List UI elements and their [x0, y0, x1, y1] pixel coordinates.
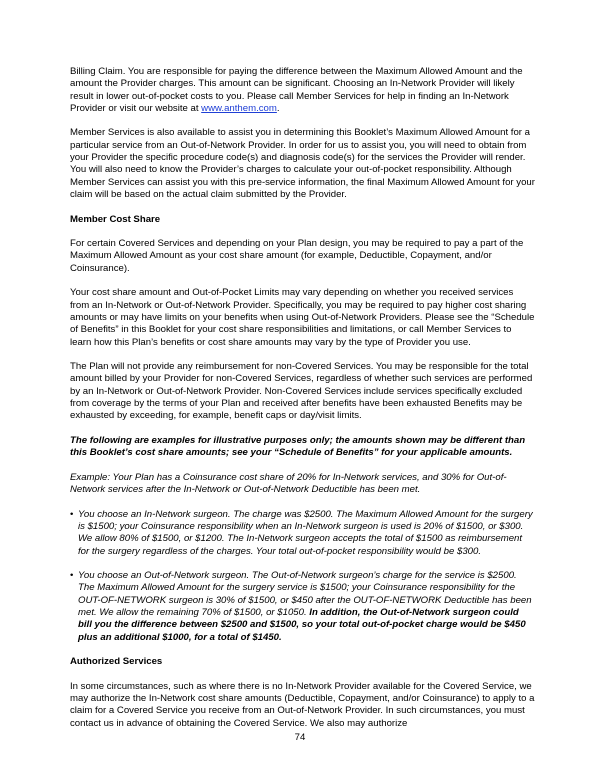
paragraph-cost-share-intro: For certain Covered Services and depending on your Plan design, you may be required to pay a part of the Maximum Allowed Amount as your cost share amount (for example, Deductible, Copayment, and/or Coinsurance).	[70, 238, 524, 274]
anthem-website-link[interactable]: www.anthem.com	[201, 102, 277, 114]
paragraph-example: Example: Your Plan has a Coinsurance cost share of 20% for In-Network services, and 30% for Out-of-Network services after the In-Network or Out-of-Network Deductible has been met.	[70, 471, 507, 496]
document-page	[70, 66, 535, 742]
example-bullet-list	[70, 509, 535, 644]
paragraph-examples-disclaimer: The following are examples for illustrative purposes only; the amounts shown may be different than this Booklet’s cost share amounts; see your “Schedule of Benefits” for your applicable amounts.	[70, 434, 526, 459]
paragraph-billing-claim-end: .	[276, 102, 280, 114]
paragraph-authorized-services: In some circumstances, such as where there is no In-Network Provider available for the Covered Service, we may authorize the In-Network cost share amounts (Deductible, Copayment, and/or Coinsurance) to apply to a claim for a Covered Service you receive from an Out-of-Network Provider. In such circumstances, you must contact us in advance of obtaining the Covered Service. We also may authorize	[70, 680, 535, 729]
paragraph-non-covered: The Plan will not provide any reimbursement for non-Covered Services. You may be responsible for the total amount billed by your Provider for non-Covered Services, regardless of whether such services are performed by an In-Network or Out-of-Network Provider. Non-Covered Services include services specifically excluded from coverage by the terms of your Plan and received after benefits have been exhausted Benefits may be exhausted by exceeding, for example, benefit caps or day/visit limits.	[70, 361, 533, 422]
paragraph-member-services: Member Services is also available to assist you in determining this Booklet’s Maximum Allowed Amount for a particular service from an Out-of-Network Provider. In order for us to assist you, you will need to obtain from your Provider the specific procedure code(s) and diagnosis code(s) for the services the Provider will render. You will also need to know the Provider’s charges to calculate your out-of-pocket responsibility. Although Member Services can assist you with this pre-service information, the final Maximum Allowed Amount for your claim will be based on the actual claim submitted by the Provider.	[70, 127, 535, 200]
paragraph-billing-claim	[70, 66, 535, 115]
page-number: 74	[294, 732, 306, 743]
bullet-out-of-network-text: You choose an Out-of-Network surgeon. The Out-of-Network surgeon’s charge for the service is $2500. The Maximum Allowed Amount for the surgery service is $1500; your Coinsurance responsibility for the OUT-OF-NETWORK surgeon is 30% of $1500, or $450 after the OUT-OF-NETWORK Deductible has been met. We allow the remaining 70% of $1500, or $1050.	[78, 570, 532, 619]
bullet-out-of-network-bold: In addition, the Out-of-Network surgeon could bill you the difference between $2500 and $1500, so your total out-of-pocket charge would be $450 plus an additional $1000, for a total of $1450.	[78, 607, 526, 643]
heading-member-cost-share: Member Cost Share	[70, 213, 161, 225]
paragraph-billing-claim-text: Billing Claim. You are responsible for paying the difference between the Maximum Allowed Amount and the amount the Provider charges. This amount can be significant. Choosing an In-Network Provider will likely result in lower out-of-pocket costs to you. Please call Member Services for help in finding an In-Network Provider or visit our website at	[70, 66, 523, 114]
paragraph-cost-share-limits: Your cost share amount and Out-of-Pocket Limits may vary depending on whether you received services from an In-Network or Out-of-Network Provider. Specifically, you may be required to pay higher cost sharing amounts or may have limits on your benefits when using Out-of-Network Providers. Please see the “Schedule of Benefits” in this Booklet for your cost share responsibilities and limitations, or call Member Services to learn how this Plan’s benefits or cost share amounts may vary by the type of Provider you use.	[70, 287, 535, 348]
bullet-in-network-example: • You choose an In-Network surgeon. The charge was $2500. The Maximum Allowed Amount for the surgery is $1500; your Coinsurance responsibility when an In-Network surgeon is used is 20% of $1500, or $300. We allow 80% of $1500, or $1200. The In-Network surgeon accepts the total of $1500 as reimbursement for the surgery regardless of the charges. Your total out-of-pocket responsibility would be $300.	[70, 509, 535, 558]
heading-authorized-services: Authorized Services	[70, 656, 163, 668]
bullet-out-of-network-example	[70, 570, 535, 644]
